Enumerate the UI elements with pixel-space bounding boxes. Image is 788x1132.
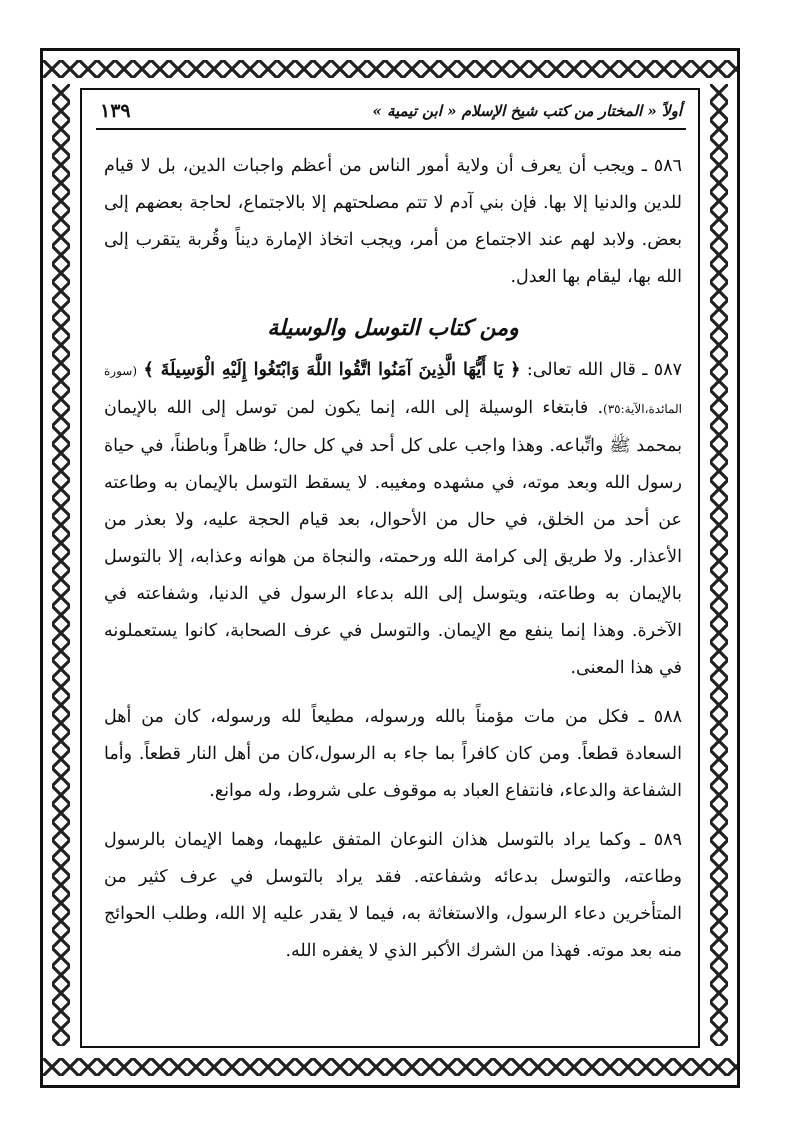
page-number: ١٣٩	[100, 100, 131, 122]
paragraph-587-text: . فابتغاء الوسيلة إلى الله، إنما يكون لمن توسل إلى الله بالإيمان بمحمد ﷺ واتِّباعه. وهذا واجب على كل أحد في كل حال؛ ظاهراً وباطناً، في حياة رسول الله وبعد موته، في مشهده ومغيبه. لا يسقط التوسل بالإيمان به وطاعته عن أحد من الخلق، في حال من الأحوال، بعد قيام الحجة عليه، ولا بعذر من الأعذار. ولا طريق إلى كرامة الله ورحمته، والنجاة من هوانه وعذابه، إلا بالتوسل بالإيمان به وطاعته، ويتوسل إلى الله بدعاء الرسول في الدنيا، وشفاعته في الآخرة. وهذا إنما ينفع مع الإيمان. والتوسل في عرف الصحابة، كانوا يستعملونه في هذا المعنى.	[104, 398, 682, 678]
paragraph-589: ٥٨٩ ـ وكما يراد بالتوسل هذان النوعان المتفق عليهما، وهما الإيمان بالرسول وطاعته، والتوسل بدعائه وشفاعته. فقد يراد بالتوسل في عرف كثير من المتأخرين دعاء الرسول، والاستغاثة به، فيما لا يقدر عليه إلا الله، وطلب الحوائج منه بعد موته. فهذا من الشرك الأكبر الذي لا يغفره الله.	[104, 830, 682, 961]
section-title: ومن كتاب التوسل والوسيلة	[267, 315, 519, 341]
ornament-band-top	[43, 51, 737, 87]
ornament-band-left	[43, 84, 79, 1046]
ornament-band-bottom	[43, 1049, 737, 1085]
paragraph-587-intro: ٥٨٧ ـ قال الله تعالى:	[526, 360, 682, 380]
running-header	[96, 96, 686, 130]
paragraph-587	[104, 352, 682, 687]
ornament-band-right	[701, 84, 737, 1046]
header-title: أولاً « المختار من كتب شيخ الإسلام « ابن تيمية »	[372, 102, 682, 120]
paragraph-586: ٥٨٦ ـ ويجب أن يعرف أن ولاية أمور الناس من أعظم واجبات الدين، بل لا قيام للدين والدنيا إلا بها. فإن بني آدم لا تتم مصلحتهم إلا بالاجتماع، لحاجة بعضهم إلى بعض. ولابد لهم عند الاجتماع من أمر، ويجب اتخاذ الإمارة ديناً وقُربة يتقرب إلى الله بها، ليقام بها العدل.	[104, 156, 682, 287]
paragraph-588: ٥٨٨ ـ فكل من مات مؤمناً بالله ورسوله، مطيعاً لله ورسوله، كان من أهل السعادة قطعاً. ومن كان كافراً بما جاء به الرسول،كان من أهل النار قطعاً. وأما الشفاعة والدعاء، فانتفاع العباد به موقوف على شروط، وله موانع.	[104, 707, 682, 801]
verse-citation: (سورة المائدة،الآية:٣٥)	[104, 364, 682, 416]
page-content	[104, 148, 682, 982]
quran-verse: ﴿ يَا أَيُّهَا الَّذِينَ آمَنُوا اتَّقُوا اللَّهَ وَابْتَغُوا إِلَيْهِ الْوَسِيلَةَ ﴾	[143, 360, 521, 380]
